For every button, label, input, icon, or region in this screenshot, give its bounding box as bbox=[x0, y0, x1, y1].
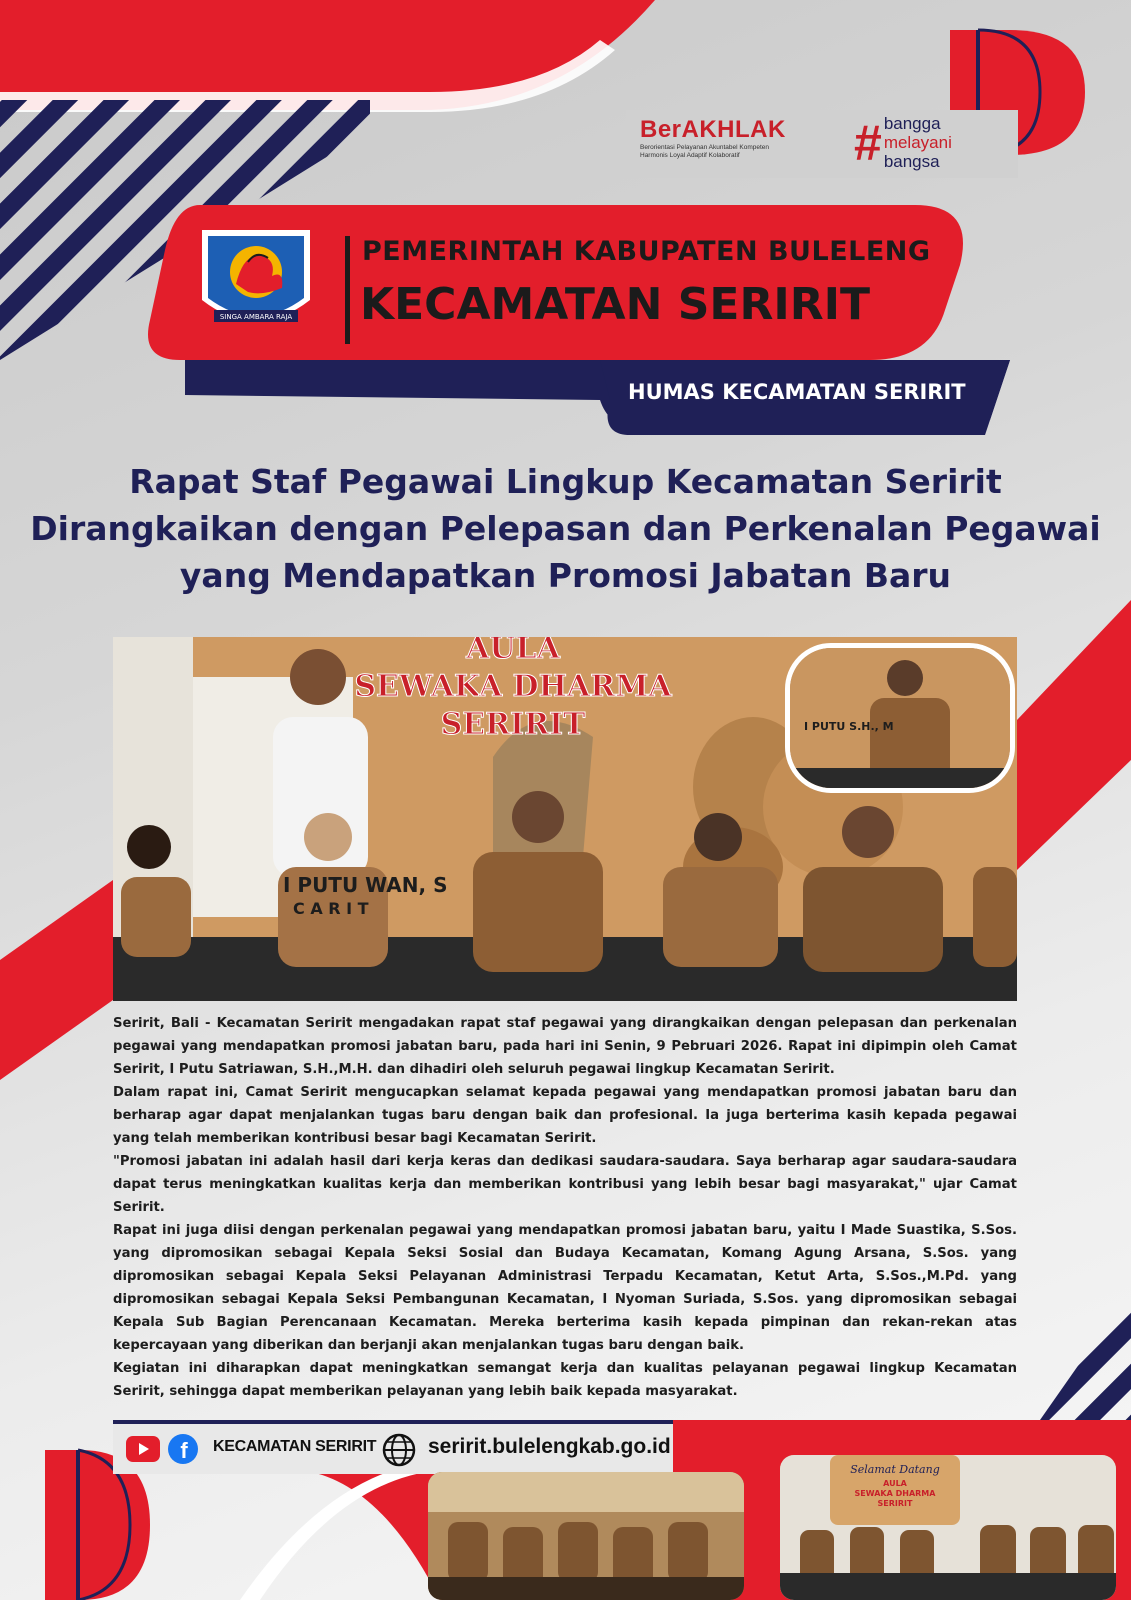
photo-banner-line2: SEWAKA DHARMA bbox=[354, 669, 672, 704]
buleleng-crest-icon bbox=[192, 222, 320, 342]
article-body bbox=[113, 1012, 1017, 1403]
photo-banner-line1: AULA bbox=[466, 637, 560, 666]
berakhlak-line2: Harmonis Loyal Adaptif Kolaboratif bbox=[640, 152, 740, 159]
paragraph-4: Rapat ini juga diisi dengan perkenalan pegawai yang mendapatkan promosi jabatan baru, yaitu I Made Suastika, S.Sos. yang dipromosikan sebagai Kepala Seksi Sosial dan Budaya Kecamatan, Komang Agung Arsana, S.Sos. yang dipromosikan sebagai Kepala Seksi Pelayanan Administrasi Terpadu Kecamatan, Ketut Arta, S.Sos.,M.Pd. yang dipromosikan sebagai Kepala Seksi Pembangunan Kecamatan, I Nyoman Suriada, S.Sos. yang dipromosikan sebagai Kepala Sub Bagian Perencanaan Kecamatan. Mereka berterima kasih kepada pimpinan dan rekan-rekan atas kepercayaan yang diberikan dan berjanji akan menjalankan tugas baru dengan baik. bbox=[113, 1223, 1017, 1353]
org-line1: PEMERINTAH KABUPATEN BULELENG bbox=[362, 236, 931, 267]
footer-photo-2 bbox=[780, 1455, 1116, 1600]
photo-banner-line3: SERIRIT bbox=[440, 707, 586, 742]
hashtag-line3: bangsa bbox=[883, 152, 940, 171]
youtube-icon[interactable] bbox=[125, 1434, 161, 1464]
photo-nameplate-line2: C A R I T bbox=[293, 899, 369, 918]
photo-nameplate-line1: I PUTU WAN, S bbox=[283, 873, 448, 897]
berakhlak-line1: Berorientasi Pelayanan Akuntabel Kompeten bbox=[640, 144, 770, 151]
hashtag-line2: melayani bbox=[883, 133, 952, 152]
globe-icon bbox=[381, 1432, 417, 1468]
logo-caption: SINGA AMBARA RAJA bbox=[219, 313, 293, 321]
berakhlak-logo bbox=[640, 116, 810, 160]
bangga-melayani-bangsa-logo bbox=[854, 114, 952, 171]
footer-photo2-line2: AULA bbox=[883, 1479, 907, 1488]
badges-box bbox=[626, 110, 1018, 178]
footer-photo2-line3: SEWAKA DHARMA bbox=[854, 1489, 936, 1498]
paragraph-1: Seririt, Bali - Kecamatan Seririt mengadakan rapat staf pegawai yang dirangkaikan dengan pelepasan dan perkenalan pegawai yang mendapatkan promosi jabatan baru, pada hari ini Senin, 9 Pebruari 2026. Rapat ini dipimpin oleh Camat Seririt, I Putu Satriawan, S.H.,M.H. dan dihadiri oleh seluruh pegawai lingkup Kecamatan Seririt. bbox=[113, 1016, 1017, 1077]
paragraph-5: Kegiatan ini diharapkan dapat meningkatkan semangat kerja dan kualitas pelayanan pegawai lingkup Kecamatan Seririt, sehingga dapat memberikan pelayanan yang lebih baik kepada masyarakat. bbox=[113, 1361, 1017, 1399]
social-account-name[interactable]: KECAMATAN SERIRIT bbox=[213, 1438, 377, 1455]
article-title: Rapat Staf Pegawai Lingkup Kecamatan Seririt Dirangkaikan dengan Pelepasan dan Perkenalan Pegawai yang Mendapatkan Promosi Jabatan Baru bbox=[30, 462, 1101, 595]
footer-photo-2-illustration bbox=[780, 1455, 1116, 1600]
inset-nameplate: I PUTU S.H., M bbox=[804, 720, 894, 733]
footer-photo-1-illustration bbox=[428, 1472, 744, 1600]
social-bar bbox=[113, 1420, 673, 1474]
footer-photo-1 bbox=[428, 1472, 744, 1600]
org-line2: KECAMATAN SERIRIT bbox=[360, 279, 870, 330]
berakhlak-title: BerAKHLAK bbox=[640, 116, 786, 143]
department-label: HUMAS KECAMATAN SERIRIT bbox=[628, 380, 966, 404]
facebook-icon[interactable] bbox=[167, 1433, 199, 1465]
hashtag-icon: # bbox=[854, 114, 882, 171]
paragraph-2: Dalam rapat ini, Camat Seririt mengucapkan selamat kepada pegawai yang mendapatkan promosi jabatan baru dan berharap agar dapat menjalankan tugas baru dengan baik dan profesional. Ia juga berterima kasih kepada pegawai yang telah memberikan kontribusi besar bagi Kecamatan Seririt. bbox=[113, 1085, 1017, 1146]
website-link[interactable]: seririt.bulelengkab.go.id bbox=[428, 1435, 671, 1458]
hashtag-line1: bangga bbox=[883, 114, 941, 133]
inset-illustration bbox=[790, 648, 1010, 788]
header-divider bbox=[345, 236, 350, 344]
main-photo bbox=[113, 637, 1017, 1001]
footer-photo2-line4: SERIRIT bbox=[877, 1499, 913, 1508]
inset-photo bbox=[785, 643, 1015, 793]
paragraph-3: "Promosi jabatan ini adalah hasil dari kerja keras dan dedikasi saudara-saudara. Saya berharap agar saudara-saudara dapat terus meningkatkan kualitas kerja dan memberikan kontribusi yang lebih besar bagi masyarakat," ujar Camat Seririt. bbox=[113, 1154, 1017, 1215]
svg-text:f: f bbox=[180, 1438, 188, 1463]
footer-photo2-line1: Selamat Datang bbox=[850, 1463, 940, 1476]
